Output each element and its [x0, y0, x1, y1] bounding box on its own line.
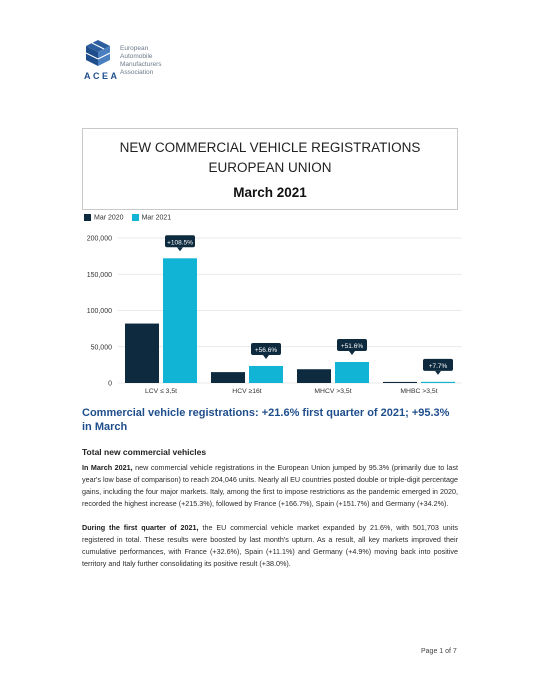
- legend-swatch: [132, 214, 139, 221]
- legend-label: Mar 2020: [94, 214, 124, 222]
- y-tick-label: 0: [108, 380, 112, 388]
- bar-2020: [125, 324, 159, 383]
- subheading: Total new commercial vehicles: [82, 447, 207, 457]
- title-line-1: NEW COMMERCIAL VEHICLE REGISTRATIONS: [119, 140, 421, 155]
- logo-line: Automobile: [120, 53, 153, 60]
- y-tick-label: 100,000: [86, 308, 112, 315]
- chart-legend: [84, 214, 171, 221]
- logo-line: Association: [120, 69, 154, 76]
- x-tick-label: LCV ≤ 3,5t: [144, 388, 178, 395]
- paragraph-quarter: [82, 522, 458, 570]
- bar-2021: [163, 258, 197, 383]
- paragraph-lead: In March 2021,: [82, 463, 133, 472]
- title-box: [82, 128, 458, 210]
- x-tick-label: MHBC >3,5t: [400, 388, 438, 395]
- bar-2020: [297, 369, 331, 383]
- annotation-pointer: [177, 247, 183, 251]
- annotation-pointer: [435, 371, 441, 375]
- x-tick-label: HCV ≥16t: [232, 388, 262, 395]
- legend-item-2021: [132, 214, 172, 221]
- annotation-label: +56.6%: [254, 346, 278, 354]
- title-date: March 2021: [233, 185, 307, 200]
- annotation-label: +108.5%: [167, 239, 193, 247]
- logo-wordmark: ACEA: [84, 71, 120, 81]
- legend-item-2020: [84, 214, 124, 221]
- paragraph-march: [82, 462, 458, 510]
- logo-line: Manufacturers: [120, 61, 162, 68]
- legend-label: Mar 2021: [141, 214, 172, 222]
- page-number: Page 1 of 7: [421, 648, 457, 655]
- annotation-label: +51.6%: [340, 342, 364, 350]
- y-tick-label: 50,000: [90, 344, 112, 352]
- annotation-pointer: [263, 355, 269, 359]
- annotation-label: +7.7%: [428, 362, 448, 370]
- bar-2020: [211, 372, 245, 383]
- bar-2021: [249, 366, 283, 383]
- bar-chart: [70, 226, 470, 396]
- section-heading: Commercial vehicle registrations: +21.6% first quarter of 2021; +95.3% in March: [82, 407, 450, 433]
- logo-tagline: [120, 45, 162, 77]
- bar-2020: [383, 382, 417, 383]
- bar-2021: [335, 362, 369, 383]
- paragraph-text: new commercial vehicle registrations in the European Union jumped by 95.3% (primarily due to last year's low base of comparison) to reach 204,046 units. Nearly all EU countries posted double or triple-digit percentage gains, including the four major markets. Italy, among the first to impose restrictions as the pandemic emerged in 2020, recorded the highest increase (+215.3%), followed by France (+166.7%), Spain (+151.7%) and Germany (+34.2%).: [82, 463, 459, 508]
- logo-line: European: [120, 45, 149, 52]
- bar-2021: [421, 382, 455, 383]
- paragraph-text: the EU commercial vehicle market expanded by 21.6%, with 501,703 units registered in total. These results were boosted by last month's upturn. As a result, all key markets improved their cumulative performances, with France (+32.6%), Spain (+11.1%) and Germany (+4.9%) moving back into positive territory and Italy further consolidating its positive result (+38.0%).: [82, 523, 458, 568]
- y-tick-label: 150,000: [86, 271, 112, 279]
- acea-cube-icon: [82, 38, 118, 68]
- y-tick-label: 200,000: [86, 235, 112, 243]
- x-tick-label: MHCV >3,5t: [314, 388, 352, 395]
- annotation-pointer: [349, 351, 355, 355]
- legend-swatch: [84, 214, 91, 221]
- paragraph-lead: During the first quarter of 2021,: [82, 523, 199, 532]
- title-line-2: EUROPEAN UNION: [208, 160, 332, 175]
